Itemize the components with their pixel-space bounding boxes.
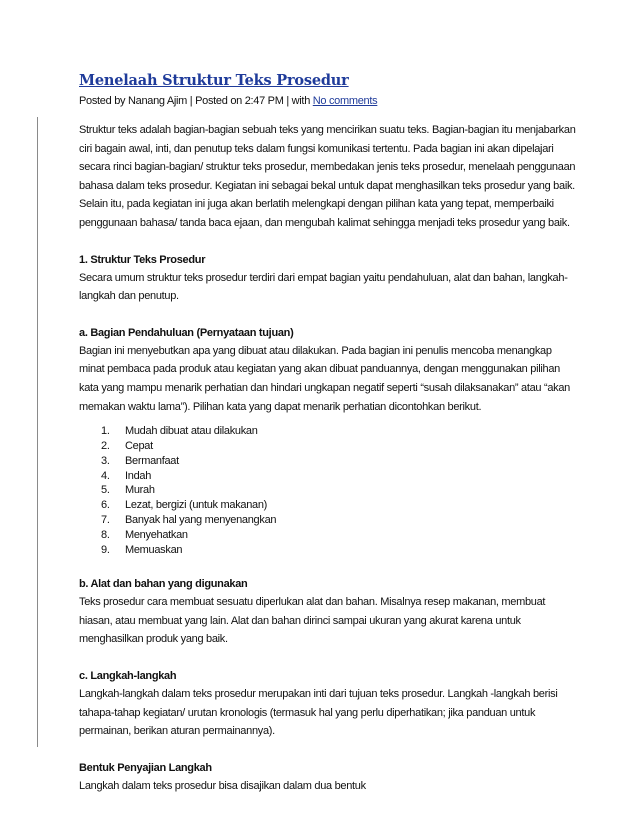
list-item-number: 5. (101, 484, 110, 497)
left-margin-rule (37, 117, 38, 747)
list-item (101, 469, 579, 484)
list-item-number: 7. (101, 513, 110, 526)
list-item (101, 439, 579, 454)
list-item-text: Indah (125, 469, 152, 482)
list-item-text: Memuaskan (125, 543, 183, 556)
list-item (101, 483, 579, 498)
byline-text: Posted by Nanang Ajim | Posted on 2:47 PM | with (79, 95, 313, 107)
list-item-text: Menyehatkan (125, 528, 188, 541)
attractive-words-list (79, 424, 579, 557)
document-body (79, 71, 579, 795)
section-body-tools: Teks prosedur cara membuat sesuatu diperlukan alat dan bahan. Misalnya resep makanan, membuat hiasan, atau membuat yang lain. Alat dan bahan dirinci sampai ukuran yang akurat karena untuk menghasilkan produk yang baik. (79, 596, 546, 646)
list-item (101, 498, 579, 513)
list-item-number: 3. (101, 454, 110, 467)
list-item-number: 2. (101, 439, 110, 452)
section-body-presentation: Langkah dalam teks prosedur bisa disajikan dalam dua bentuk (79, 779, 366, 792)
post-byline (79, 93, 579, 110)
list-item-text: Cepat (125, 439, 153, 452)
list-item (101, 454, 579, 469)
list-item-text: Bermanfaat (125, 454, 179, 467)
list-item-text: Mudah dibuat atau dilakukan (125, 425, 258, 438)
list-item (101, 543, 579, 558)
section-heading-steps: c. Langkah-langkah (79, 670, 177, 683)
section-body-steps: Langkah-langkah dalam teks prosedur merupakan inti dari tujuan teks prosedur. Langkah -langkah berisi tahapa-tahap kegiatan/ urutan kronologis (termasuk hal yang perlu diperhatikan; jika panduan untuk permainan, berikan aturan permainannya). (79, 688, 558, 738)
section-body-structure: Secara umum struktur teks prosedur terdiri dari empat bagian yaitu pendahuluan, alat dan bahan, langkah-langkah dan penutup. (79, 271, 568, 303)
section-heading-introduction: a. Bagian Pendahuluan (Pernyataan tujuan) (79, 326, 294, 339)
list-item-number: 6. (101, 499, 110, 512)
list-item (101, 424, 579, 439)
section-heading-presentation: Bentuk Penyajian Langkah (79, 761, 212, 774)
post-title[interactable]: Menelaah Struktur Teks Prosedur (79, 72, 349, 89)
list-item-text: Lezat, bergizi (untuk makanan) (125, 499, 268, 512)
section-heading-structure: 1. Struktur Teks Prosedur (79, 253, 206, 266)
list-item-number: 9. (101, 543, 110, 556)
list-item-number: 1. (101, 425, 110, 438)
comments-link[interactable]: No comments (312, 95, 378, 107)
list-item (101, 513, 579, 528)
section-body-introduction: Bagian ini menyebutkan apa yang dibuat atau dilakukan. Pada bagian ini penulis mencoba menangkap minat pembaca pada produk atau kegiatan yang akan dibuat panduannya, dengan menggunakan pilihan kata yang mampu menarik perhatian dan hindari ungkapan negatif seperti “susah dilaksanakan” atau “akan memakan waktu lama”). Pilihan kata yang dapat menarik perhatian dicontohkan berikut. (79, 344, 571, 413)
intro-paragraph: Struktur teks adalah bagian-bagian sebuah teks yang mencirikan suatu teks. Bagian-bagian itu menjabarkan ciri bagain awal, inti, dan penutup teks dalam fungsi komunikasi tertentu. Pada bagian ini akan dipelajari secara rinci bagian-bagian/ struktur teks prosedur, membedakan jenis teks prosedur, menelaah penggunaan bahasa dalam teks prosedur. Kegiatan ini sebagai bekal untuk dapat menghasilkan teks prosedur yang baik. Selain itu, pada kegiatan ini juga akan berlatih melengkapi dengan pilihan kata yang tepat, memperbaiki penggunaan bahasa/ tanda baca ejaan, dan mengubah kalimat sehingga menjadi teks prosedur yang baik. (79, 124, 576, 229)
list-item-text: Murah (125, 484, 155, 497)
section-heading-tools: b. Alat dan bahan yang digunakan (79, 578, 248, 591)
list-item-number: 4. (101, 469, 110, 482)
list-item-text: Banyak hal yang menyenangkan (125, 513, 277, 526)
list-item-number: 8. (101, 528, 110, 541)
list-item (101, 528, 579, 543)
